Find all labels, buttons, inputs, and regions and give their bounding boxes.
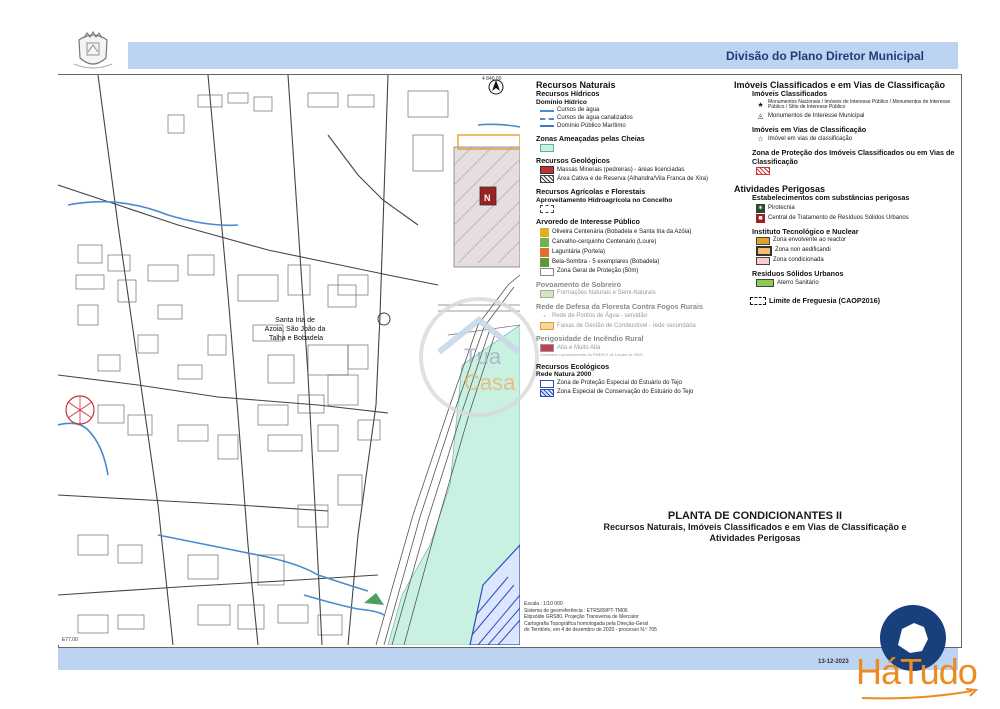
legend-natural-resources bbox=[536, 80, 716, 398]
stream-line-icon bbox=[540, 110, 554, 112]
legend-item-label: Aterro Sanitário bbox=[777, 279, 819, 286]
legend-item-label: Cursos de água bbox=[557, 107, 600, 114]
legend-heading-sobreiro: Povoamento de Sobreiro bbox=[536, 279, 622, 289]
parish-boundary-swatch bbox=[750, 297, 766, 305]
legend-item-label: Área Cativa e de Reserva (Alhandra/Vila Franca de Xira) bbox=[557, 175, 708, 182]
sheet-title: PLANTA DE CONDICIONANTES II bbox=[667, 510, 843, 522]
scale-block bbox=[524, 601, 704, 634]
legend-item-label: Oliveira Centenária (Bobadela e Santa Iria da Azóia) bbox=[552, 228, 692, 235]
canal-line-icon bbox=[540, 118, 554, 120]
legend-item-label: Domínio Público Marítimo bbox=[557, 122, 626, 129]
olive-tree-icon bbox=[540, 228, 549, 237]
legend-item bbox=[540, 205, 716, 213]
coord-top-right: 4 840.00 bbox=[482, 76, 502, 82]
legend-item bbox=[756, 100, 956, 112]
legend-item-label: Alta e Muito Alta bbox=[557, 344, 601, 351]
legend-item-label: Central de Tratamento de Resíduos Sólidos Urbanos bbox=[768, 214, 909, 221]
legend-item bbox=[540, 258, 716, 267]
legend-heading-incendio: Perigosidade de Incêndio Rural bbox=[536, 334, 644, 344]
non-aedificandi-swatch bbox=[756, 246, 772, 256]
shade-tree-icon bbox=[540, 258, 549, 267]
legend-item bbox=[540, 322, 716, 330]
protection-radius-swatch bbox=[540, 268, 554, 276]
legend-item bbox=[756, 135, 956, 144]
conditioned-zone-swatch bbox=[756, 257, 770, 265]
legend-heading-classificados: Imóveis Classificados bbox=[752, 89, 828, 99]
legend-item bbox=[540, 353, 716, 358]
sheet-title-block bbox=[560, 510, 950, 545]
legend-item bbox=[756, 246, 956, 256]
header-banner bbox=[128, 42, 958, 69]
legend-item-label: Cursos de água canalizados bbox=[557, 115, 633, 122]
legend-heading-hidricos: Recursos Hídricos bbox=[536, 89, 600, 99]
legend-heading-ecologicos: Recursos Ecológicos bbox=[536, 362, 610, 372]
zec-swatch bbox=[540, 389, 554, 397]
legend-item bbox=[540, 238, 716, 247]
scale-line: Sistema de georreferência : ETRS89/PT-TM06 bbox=[524, 607, 628, 614]
place-label: Santa Iria de Azoia, São João da Talha e Bobadela bbox=[264, 317, 326, 342]
legend-item-label: Carvalho-cerquinho Centenário (Loure) bbox=[552, 238, 657, 245]
legend-sub-agricolas: Aproveitamento Hidroagrícola no Concelho bbox=[536, 196, 673, 204]
legend-item bbox=[756, 279, 956, 287]
legend-faded-group bbox=[536, 281, 716, 363]
legend-item bbox=[756, 257, 956, 265]
quarry-swatch bbox=[540, 166, 554, 174]
legend-item-label: Faixas de Gestão de Combustível - rede secundária bbox=[557, 322, 696, 329]
footer-date: 13-12-2023 bbox=[818, 659, 849, 665]
svg-text:Tua: Tua bbox=[464, 344, 502, 369]
water-point-icon: ◦ bbox=[543, 313, 546, 321]
legend-item-label: Zona de Proteção Especial do Estuário do Tejo bbox=[557, 380, 682, 387]
legend-item-label: Monumentos de Interesse Municipal bbox=[768, 113, 865, 120]
landfill-swatch bbox=[756, 279, 774, 287]
legend-item-label: Laguntária (Portela) bbox=[552, 248, 606, 255]
legend-item-label: Imóvel em vias de classificação bbox=[768, 136, 853, 143]
legend-sub-ecologicos: Rede Natura 2000 bbox=[536, 371, 592, 379]
legend-heading-nuclear: Instituto Tecnológico e Nuclear bbox=[752, 226, 859, 236]
protection-zone-swatch bbox=[756, 167, 770, 175]
legend-item bbox=[540, 115, 716, 122]
legend-item bbox=[540, 175, 716, 183]
legend-item bbox=[756, 204, 956, 213]
legend-item bbox=[756, 237, 956, 245]
waste-plant-icon: ■ bbox=[756, 214, 765, 223]
legend-item bbox=[540, 389, 716, 397]
legend-item-label: Conforme o procedimento do PMDFCI de Loures de 2020 bbox=[540, 352, 643, 358]
legend-item bbox=[540, 312, 716, 321]
scale-line: do Território, em 4 de dezembro de 2020 - processo N.º 705 bbox=[524, 627, 657, 633]
legend-heading-arvoredo: Arvoredo de Interesse Público bbox=[536, 217, 640, 227]
coord-bottom-left: E77.00 bbox=[62, 637, 78, 643]
fuel-strip-swatch bbox=[540, 322, 554, 330]
legend-item bbox=[540, 144, 716, 152]
sheet-subtitle-1: Recursos Naturais, Imóveis Classificados e em Vias de Classificação e bbox=[603, 522, 907, 532]
legend-item-label: Zona non aedificandi bbox=[775, 247, 831, 254]
legend-item-label: Formações Naturais e Semi-Naturais bbox=[557, 290, 656, 297]
svg-text:Casa: Casa bbox=[464, 370, 516, 395]
legend-item bbox=[750, 297, 956, 305]
hydro-agri-swatch bbox=[540, 205, 554, 213]
brand-wordmark: HáTudo bbox=[856, 651, 977, 692]
svg-text:N: N bbox=[484, 193, 491, 203]
watermark-logo bbox=[414, 292, 544, 422]
pyrotechnics-icon: ✶ bbox=[757, 204, 764, 212]
legend-heading-agricolas: Recursos Agrícolas e Florestais bbox=[536, 187, 646, 197]
legend-item bbox=[540, 228, 716, 237]
fire-risk-swatch bbox=[540, 344, 554, 352]
legend-item-label: Zona Especial de Conservação do Estuário do Tejo bbox=[557, 389, 694, 396]
legend-item bbox=[540, 268, 716, 276]
legend-item-label: Zona Geral de Proteção (50m) bbox=[557, 268, 639, 275]
legend-heading-residuos: Resíduos Sólidos Urbanos bbox=[752, 268, 844, 278]
zpe-swatch bbox=[540, 380, 554, 388]
industrial-area bbox=[454, 147, 520, 267]
legend-item bbox=[540, 123, 716, 130]
laguntaria-tree-icon bbox=[540, 248, 549, 257]
legend-item-label: Bela-Sombra - 5 exemplares (Bobadela) bbox=[552, 258, 660, 265]
star-monument-icon: ★ bbox=[757, 101, 764, 109]
legend-heading-substancias: Estabelecimentos com substâncias perigosas bbox=[752, 193, 910, 203]
legend-item-label: Zona envolvente ao reactor bbox=[773, 237, 847, 244]
legend-item bbox=[540, 380, 716, 388]
oak-tree-icon bbox=[540, 238, 549, 247]
scale-line: Elipsóide GRS80, Projeção Transversa de Mercator bbox=[524, 614, 639, 620]
legend-heading-geologicos: Recursos Geológicos bbox=[536, 156, 610, 166]
legend-item-label: Massas Minerais (pedreiras) - áreas licenciadas bbox=[557, 166, 685, 173]
star-outline-icon: ☆ bbox=[757, 136, 764, 144]
legend-item bbox=[756, 112, 956, 121]
legend-item bbox=[756, 167, 956, 175]
legend-item-label: Monumentos Nacionais / Imóveis de Interesse Público / Monumentos de Interesse Público / Sítio de Interesse Público bbox=[768, 98, 951, 111]
legend-item-label: Pirotecnia bbox=[768, 204, 795, 211]
legend-item-label: Zona condicionada bbox=[773, 257, 824, 264]
legend-item bbox=[540, 166, 716, 174]
legend-heading-vias: Imóveis em Vias de Classificação bbox=[752, 125, 867, 135]
scale-line: Escala : 1/10 000 bbox=[524, 601, 563, 607]
header-title: Divisão do Plano Diretor Municipal bbox=[725, 49, 924, 63]
reactor-zone-swatch bbox=[756, 237, 770, 245]
scale-line: Cartografia Topográfica homologada pela Direção-Geral bbox=[524, 620, 649, 627]
legend-item-label: Limite de Freguesia (CAOP2016) bbox=[769, 296, 881, 306]
brand-swoosh-icon bbox=[860, 688, 980, 700]
flood-zone-swatch bbox=[540, 144, 554, 152]
legend-heading-defesa: Rede de Defesa da Floresta Contra Fogos Rurais bbox=[536, 301, 703, 311]
municipal-crest-icon bbox=[70, 28, 116, 72]
legend-classified-buildings bbox=[734, 80, 956, 306]
legend-heading-cheias: Zonas Ameaçadas pelas Cheias bbox=[536, 133, 645, 143]
legend-title-perigosas: Atividades Perigosas bbox=[734, 183, 826, 194]
legend-item bbox=[540, 248, 716, 257]
legend-item bbox=[540, 344, 716, 352]
legend-sub-hidricos: Domínio Hídrico bbox=[536, 98, 587, 106]
legend-item-label: Rede de Pontos de Água - servidão bbox=[552, 313, 648, 320]
legend-heading-protecao: Zona de Proteção dos Imóveis Classificados ou em Vias de Classificação bbox=[752, 148, 955, 166]
maritime-line-icon bbox=[540, 125, 554, 127]
legend-item bbox=[756, 214, 956, 223]
legend-item bbox=[540, 290, 716, 298]
municipal-monument-icon: ◬ bbox=[757, 113, 764, 121]
legend-item bbox=[540, 107, 716, 114]
legend-title: Recursos Naturais bbox=[536, 80, 616, 90]
legend-title-imoveis: Imóveis Classificados e em Vias de Classificação bbox=[734, 80, 945, 90]
sheet-subtitle-2: Atividades Perigosas bbox=[709, 533, 801, 544]
reserve-area-swatch bbox=[540, 175, 554, 183]
cork-oak-swatch bbox=[540, 290, 554, 298]
